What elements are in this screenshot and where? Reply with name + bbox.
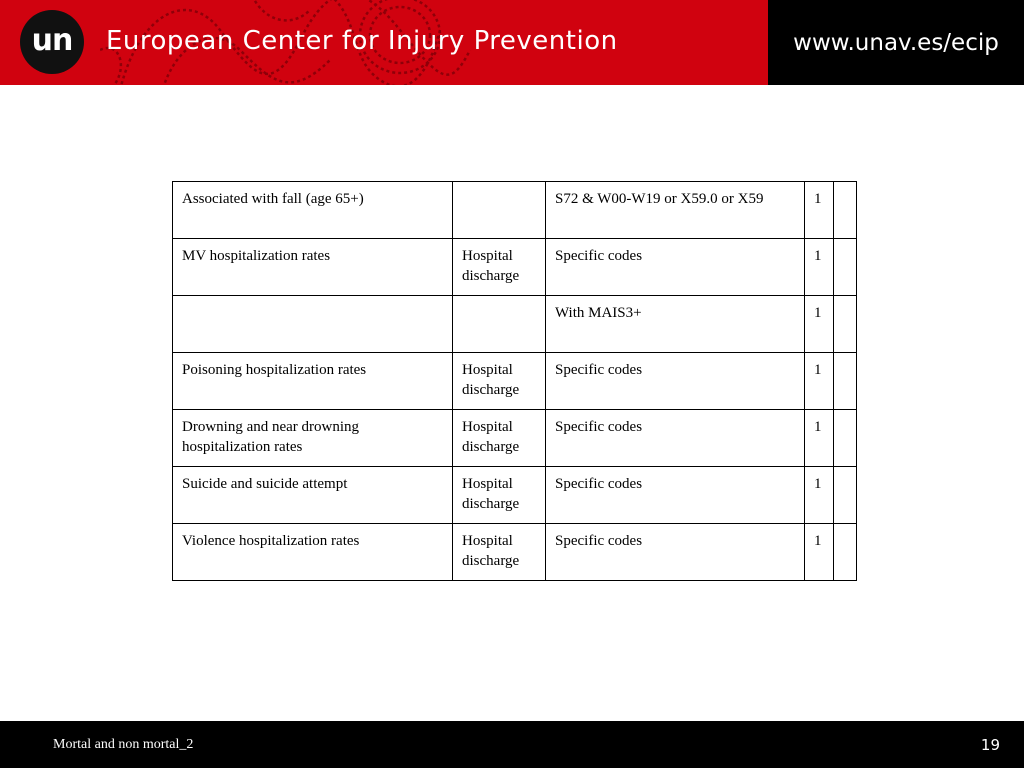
table-cell: Hospital discharge [453, 353, 546, 410]
table-cell: MV hospitalization rates [173, 239, 453, 296]
table-row [173, 410, 857, 467]
logo-text: un [31, 22, 73, 58]
header-banner [0, 0, 1024, 85]
table-cell [834, 410, 857, 467]
url-box [768, 0, 1024, 85]
table-row [173, 353, 857, 410]
table-cell [834, 296, 857, 353]
table-row [173, 239, 857, 296]
table-cell: Hospital discharge [453, 410, 546, 467]
table-row [173, 524, 857, 581]
table-cell: Hospital discharge [453, 524, 546, 581]
table-cell: 1 [805, 182, 834, 239]
table-cell: 1 [805, 524, 834, 581]
table-cell [173, 296, 453, 353]
footer-title: Mortal and non mortal_2 [53, 737, 194, 752]
table-row [173, 296, 857, 353]
table-cell: Poisoning hospitalization rates [173, 353, 453, 410]
table-cell [834, 524, 857, 581]
table-cell: Hospital discharge [453, 239, 546, 296]
table-cell: Specific codes [546, 410, 805, 467]
table-cell [453, 296, 546, 353]
table-cell: 1 [805, 467, 834, 524]
table-cell: Violence hospitalization rates [173, 524, 453, 581]
table-cell: 1 [805, 239, 834, 296]
table-cell: Specific codes [546, 467, 805, 524]
table-cell: Suicide and suicide attempt [173, 467, 453, 524]
table-cell [834, 467, 857, 524]
center-name: European Center for Injury Prevention [106, 26, 618, 56]
table-cell: With MAIS3+ [546, 296, 805, 353]
table-cell [834, 353, 857, 410]
table-cell: Associated with fall (age 65+) [173, 182, 453, 239]
page-number: 19 [980, 736, 1000, 754]
table-cell: 1 [805, 410, 834, 467]
table-row [173, 182, 857, 239]
table-cell [834, 182, 857, 239]
table-cell [453, 182, 546, 239]
table-cell: 1 [805, 353, 834, 410]
table-cell [834, 239, 857, 296]
table-cell: S72 & W00-W19 or X59.0 or X59 [546, 182, 805, 239]
website-url[interactable]: www.unav.es/ecip [793, 29, 999, 56]
table-cell: Specific codes [546, 524, 805, 581]
table-cell: 1 [805, 296, 834, 353]
table-cell: Specific codes [546, 239, 805, 296]
table-cell: Drowning and near drowning hospitalization rates [173, 410, 453, 467]
footer-bar [0, 721, 1024, 768]
indicator-table [172, 181, 857, 581]
table-row [173, 467, 857, 524]
table-cell: Hospital discharge [453, 467, 546, 524]
un-logo [20, 10, 84, 74]
table-cell: Specific codes [546, 353, 805, 410]
